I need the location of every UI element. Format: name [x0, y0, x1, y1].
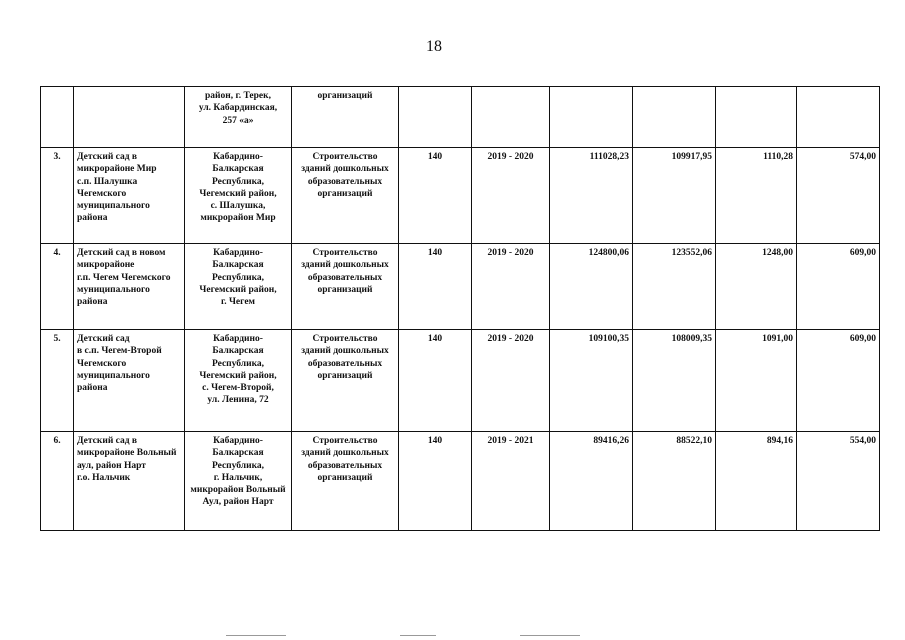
cell-capacity: 140	[399, 432, 472, 531]
cell-line: ул. Ленина, 72	[207, 395, 269, 406]
objects-table	[40, 86, 880, 531]
cell-line: Детский сад	[77, 334, 130, 344]
cell-federal: 109917,95	[633, 148, 716, 244]
cell-line: 257 «а»	[222, 115, 254, 126]
cell-name	[74, 330, 185, 432]
cell-line: организаций	[317, 370, 373, 381]
cell-period: 2019 - 2020	[472, 330, 550, 432]
cell-line: зданий дошкольных	[301, 346, 389, 357]
cell-line: Детский сад в новом	[77, 248, 166, 258]
cell-regional	[716, 87, 797, 148]
cell-line: Балкарская	[212, 260, 264, 271]
table-row	[41, 330, 880, 432]
cell-line: образовательных	[307, 358, 383, 369]
cell-line: организаций	[317, 91, 373, 101]
cell-num: 4.	[41, 244, 74, 330]
cell-line: Кабардино-	[213, 152, 263, 162]
cell-line: аул, район Нарт	[77, 460, 146, 471]
table-row	[41, 244, 880, 330]
cell-line: Детский сад в	[77, 152, 138, 162]
cell-line: г. Чегем	[220, 297, 256, 308]
cell-total: 124800,06	[550, 244, 633, 330]
cell-line: в с.п. Чегем-Второй	[77, 346, 162, 357]
table-body	[41, 87, 880, 531]
cell-line: района	[77, 297, 108, 308]
cell-line: микрорайон Мир	[200, 213, 276, 224]
cell-capacity: 140	[399, 244, 472, 330]
cell-line: образовательных	[307, 272, 383, 283]
cell-line: организаций	[317, 188, 373, 199]
cell-line: Республика,	[211, 460, 265, 471]
cell-line: г. Нальчик,	[213, 472, 263, 483]
cell-federal	[633, 87, 716, 148]
cell-name	[74, 87, 185, 148]
cell-extra: 609,00	[797, 330, 880, 432]
cell-line: муниципального	[77, 201, 150, 212]
cell-period: 2019 - 2021	[472, 432, 550, 531]
cell-line: образовательных	[307, 460, 383, 471]
cell-line: зданий дошкольных	[301, 448, 389, 459]
cell-line: Республика,	[211, 176, 265, 187]
cell-capacity: 140	[399, 148, 472, 244]
cell-line: района	[77, 213, 108, 224]
cell-line: микрорайон Вольный	[190, 485, 286, 496]
cell-line: Кабардино-	[213, 248, 263, 258]
cell-line: Балкарская	[212, 346, 264, 357]
cell-line: микрорайоне Вольный	[77, 448, 177, 459]
cell-line: Республика,	[211, 358, 265, 369]
cell-total: 109100,35	[550, 330, 633, 432]
cell-line: Кабардино-	[213, 334, 263, 344]
cell-line: Строительство	[312, 248, 378, 258]
cell-federal: 108009,35	[633, 330, 716, 432]
cell-line: Чегемский район,	[199, 188, 277, 199]
cell-line: Чегемского	[77, 358, 127, 369]
cell-name	[74, 148, 185, 244]
cell-line: ул. Кабардинская,	[198, 103, 278, 114]
table-row	[41, 432, 880, 531]
cell-line: Чегемский район,	[199, 284, 277, 295]
scan-mark	[226, 635, 286, 636]
cell-period	[472, 87, 550, 148]
cell-name	[74, 244, 185, 330]
cell-line: Строительство	[312, 152, 378, 162]
cell-federal: 123552,06	[633, 244, 716, 330]
cell-line: с. Чегем-Второй,	[202, 383, 274, 394]
cell-line: организаций	[317, 472, 373, 483]
cell-extra: 609,00	[797, 244, 880, 330]
cell-line: муниципального	[77, 284, 150, 295]
cell-line: г.п. Чегем Чегемского	[77, 272, 171, 283]
cell-line: Чегемский район,	[199, 370, 277, 381]
cell-regional: 1248,00	[716, 244, 797, 330]
cell-line: зданий дошкольных	[301, 260, 389, 271]
cell-num: 6.	[41, 432, 74, 531]
cell-line: Балкарская	[212, 448, 264, 459]
cell-line: Республика,	[211, 272, 265, 283]
cell-federal: 88522,10	[633, 432, 716, 531]
cell-address	[185, 87, 292, 148]
cell-line: зданий дошкольных	[301, 164, 389, 175]
cell-address	[185, 244, 292, 330]
cell-total	[550, 87, 633, 148]
page-number: 18	[426, 38, 442, 55]
scan-mark	[400, 635, 436, 636]
cell-line: г.о. Нальчик	[77, 472, 131, 483]
cell-line: район, г. Терек,	[204, 91, 271, 101]
cell-line: Балкарская	[212, 164, 264, 175]
cell-address	[185, 432, 292, 531]
cell-line: образовательных	[307, 176, 383, 187]
cell-purpose	[292, 244, 399, 330]
cell-capacity	[399, 87, 472, 148]
cell-address	[185, 330, 292, 432]
cell-num: 3.	[41, 148, 74, 244]
cell-line: Аул, район Нарт	[202, 497, 274, 508]
cell-period: 2019 - 2020	[472, 148, 550, 244]
cell-line: Строительство	[312, 436, 378, 446]
cell-line: с.п. Шалушка	[77, 176, 138, 187]
cell-line: микрорайоне Мир	[77, 164, 157, 175]
cell-line: Детский сад в	[77, 436, 138, 446]
cell-address	[185, 148, 292, 244]
cell-extra: 554,00	[797, 432, 880, 531]
cell-total: 89416,26	[550, 432, 633, 531]
cell-purpose	[292, 87, 399, 148]
cell-extra	[797, 87, 880, 148]
scan-artifacts	[0, 632, 905, 640]
cell-purpose	[292, 148, 399, 244]
cell-line: организаций	[317, 284, 373, 295]
cell-total: 111028,23	[550, 148, 633, 244]
cell-line: Кабардино-	[213, 436, 263, 446]
cell-regional: 1110,28	[716, 148, 797, 244]
cell-period: 2019 - 2020	[472, 244, 550, 330]
scan-mark	[520, 635, 580, 636]
cell-purpose	[292, 330, 399, 432]
cell-line: микрорайоне	[77, 260, 135, 271]
cell-line: муниципального	[77, 370, 150, 381]
cell-line: района	[77, 383, 108, 394]
cell-name	[74, 432, 185, 531]
table-row	[41, 148, 880, 244]
cell-line: Строительство	[312, 334, 378, 344]
cell-regional: 894,16	[716, 432, 797, 531]
cell-line: с. Шалушка,	[210, 201, 266, 212]
cell-num	[41, 87, 74, 148]
table-row-continuation	[41, 87, 880, 148]
cell-extra: 574,00	[797, 148, 880, 244]
cell-capacity: 140	[399, 330, 472, 432]
cell-regional: 1091,00	[716, 330, 797, 432]
cell-num: 5.	[41, 330, 74, 432]
cell-purpose	[292, 432, 399, 531]
cell-line: Чегемского	[77, 188, 127, 199]
